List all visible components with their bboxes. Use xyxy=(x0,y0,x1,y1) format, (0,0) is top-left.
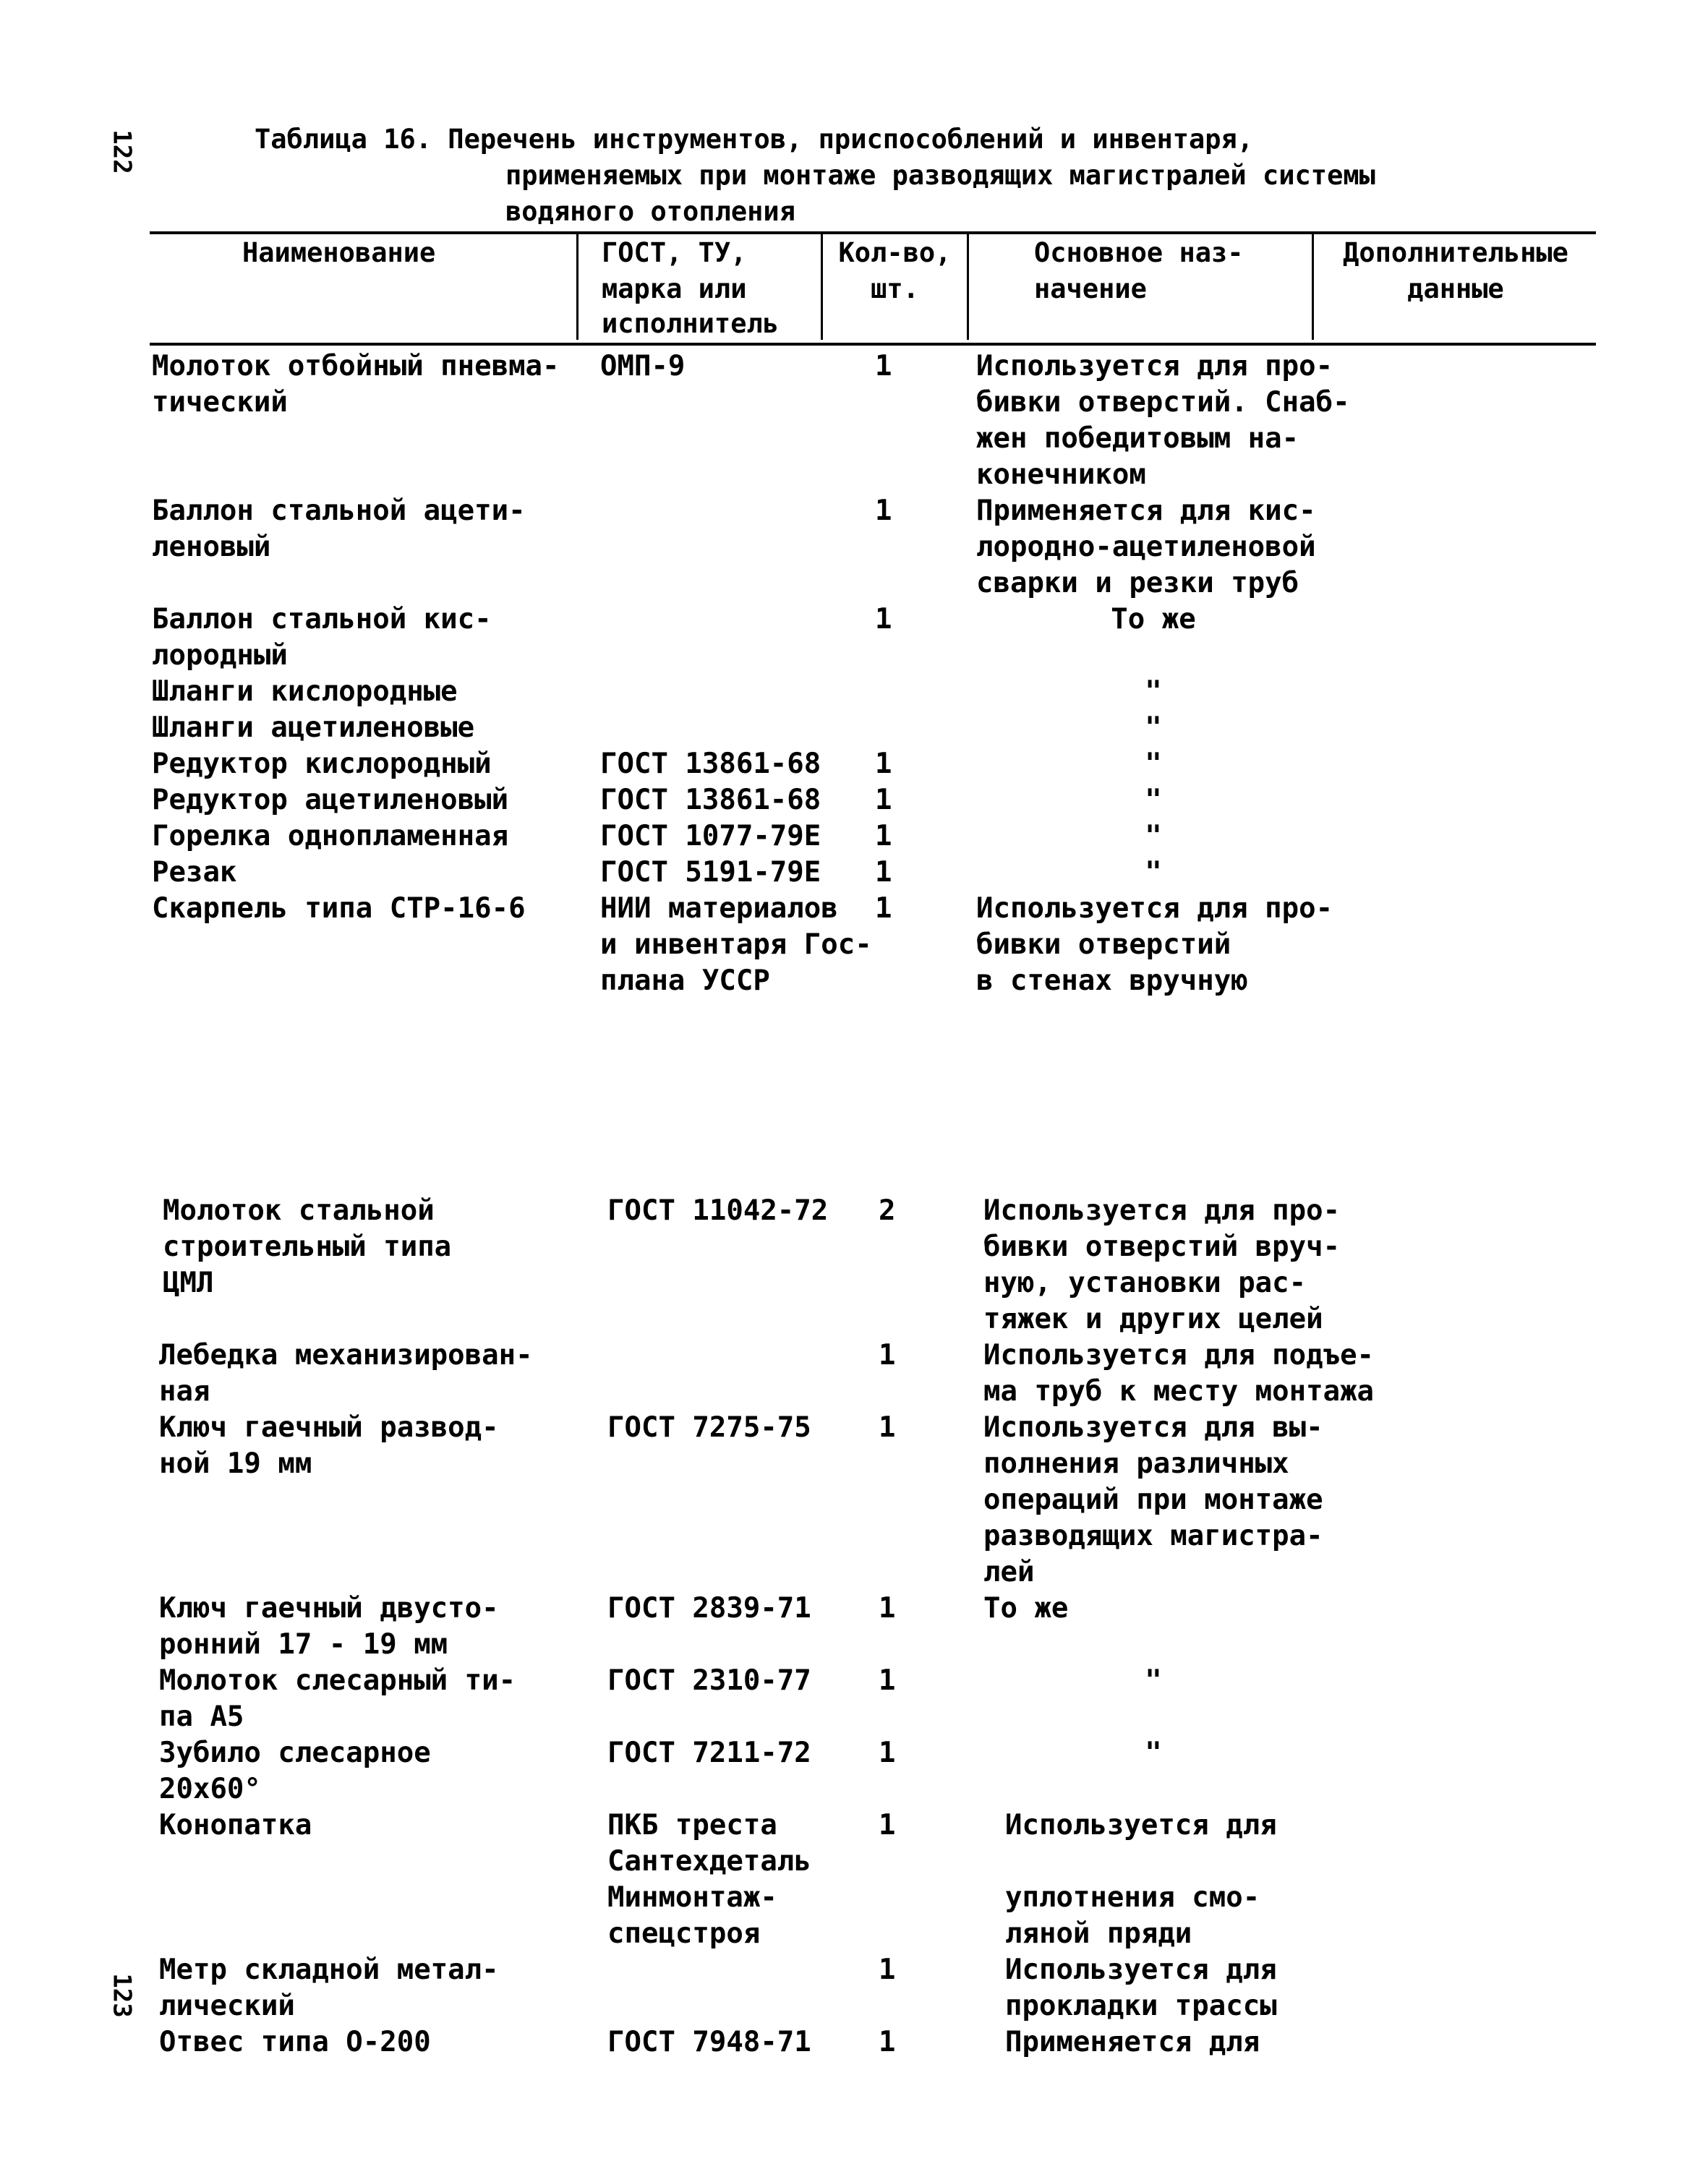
row-name: строительный типа xyxy=(163,1231,452,1263)
row-purpose: " xyxy=(1145,1737,1162,1769)
row-purpose: То же xyxy=(1111,603,1196,636)
row-qty: 1 xyxy=(879,1809,896,1841)
row-name: лородный xyxy=(152,639,288,672)
page-number-top: 122 xyxy=(107,129,137,174)
row-name: Конопатка xyxy=(159,1809,312,1841)
table-title-line-3: водяного отопления xyxy=(505,196,795,227)
row-name: тический xyxy=(152,386,288,419)
row-purpose: " xyxy=(1145,820,1162,852)
header-extra-2: данные xyxy=(1407,273,1504,304)
row-gost: ГОСТ 11042-72 xyxy=(607,1194,829,1227)
header-qty-1: Кол-во, xyxy=(838,237,952,268)
row-gost: ГОСТ 5191-79Е xyxy=(600,856,821,889)
row-purpose: " xyxy=(1145,1664,1162,1697)
header-name: Наименование xyxy=(242,237,436,268)
row-gost: ГОСТ 7948-71 xyxy=(607,2026,811,2058)
row-name: 20х60° xyxy=(159,1773,261,1805)
row-gost: ГОСТ 13861-68 xyxy=(600,784,821,816)
row-purpose: полнения различных xyxy=(983,1447,1289,1480)
row-purpose: прокладки трассы xyxy=(1005,1990,1277,2022)
row-qty: 1 xyxy=(875,495,892,527)
row-name: ЦМЛ xyxy=(163,1267,214,1299)
row-purpose: Используется для про- xyxy=(983,1194,1341,1227)
row-name: Скарпель типа СТР-16-6 xyxy=(152,892,526,925)
row-qty: 1 xyxy=(875,784,892,816)
row-qty: 1 xyxy=(879,1664,896,1697)
row-name: Метр складной метал- xyxy=(159,1954,499,1986)
row-gost: ГОСТ 2839-71 xyxy=(607,1592,811,1625)
row-name: Лебедка механизирован- xyxy=(159,1339,533,1372)
row-name: Шланги кислородные xyxy=(152,675,458,708)
row-purpose: Применяется для xyxy=(1005,2026,1260,2058)
table-title-line-2: применяемых при монтаже разводящих магистралей системы xyxy=(505,160,1375,191)
row-name: Молоток стальной xyxy=(163,1194,435,1227)
row-purpose: Используется для про- xyxy=(976,892,1333,925)
row-qty: 1 xyxy=(879,2026,896,2058)
row-name: па А5 xyxy=(159,1700,244,1733)
row-qty: 1 xyxy=(879,1954,896,1986)
row-qty: 1 xyxy=(875,350,892,382)
header-divider-3 xyxy=(967,234,969,340)
row-gost: ГОСТ 7211-72 xyxy=(607,1737,811,1769)
row-name: Шланги ацетиленовые xyxy=(152,711,475,744)
row-gost: НИИ материалов xyxy=(600,892,838,925)
row-purpose: Используется для xyxy=(1005,1954,1277,1986)
header-divider-2 xyxy=(821,234,823,340)
row-name: Ключ гаечный развод- xyxy=(159,1411,499,1444)
row-qty: 2 xyxy=(879,1194,896,1227)
table-top-rule xyxy=(150,231,1596,234)
row-purpose: бивки отверстий вруч- xyxy=(983,1231,1341,1263)
table-title-line-1: Таблица 16. Перечень инструментов, приспособлений и инвентаря, xyxy=(255,124,1254,155)
row-purpose: То же xyxy=(983,1592,1069,1625)
row-purpose: Используется для подъе- xyxy=(983,1339,1375,1372)
row-purpose: бивки отверстий. Снаб- xyxy=(976,386,1350,419)
row-qty: 1 xyxy=(875,748,892,780)
row-purpose: Применяется для кис- xyxy=(976,495,1316,527)
row-purpose: Используется для про- xyxy=(976,350,1333,382)
row-qty: 1 xyxy=(879,1592,896,1625)
table-header-bottom-rule xyxy=(150,343,1596,346)
row-qty: 1 xyxy=(879,1737,896,1769)
row-purpose: в стенах вручную xyxy=(976,964,1248,997)
row-purpose: лородно-ацетиленовой xyxy=(976,531,1316,563)
row-gost: ГОСТ 1077-79Е xyxy=(600,820,821,852)
row-name: ронний 17 - 19 мм xyxy=(159,1628,448,1661)
row-qty: 1 xyxy=(875,820,892,852)
row-purpose: тяжек и других целей xyxy=(983,1303,1323,1335)
row-purpose: операций при монтаже xyxy=(983,1484,1323,1516)
row-purpose: " xyxy=(1145,711,1162,744)
header-gost-1: ГОСТ, ТУ, xyxy=(602,237,747,268)
row-gost: ГОСТ 13861-68 xyxy=(600,748,821,780)
row-purpose: ную, установки рас- xyxy=(983,1267,1307,1299)
row-name: Баллон стальной ацети- xyxy=(152,495,526,527)
row-name: Редуктор ацетиленовый xyxy=(152,784,509,816)
row-name: Отвес типа О-200 xyxy=(159,2026,431,2058)
header-divider-4 xyxy=(1312,234,1314,340)
row-name: Молоток слесарный ти- xyxy=(159,1664,516,1697)
row-qty: 1 xyxy=(875,856,892,889)
row-gost: ОМП-9 xyxy=(600,350,686,382)
row-purpose: бивки отверстий xyxy=(976,928,1231,961)
row-name: ная xyxy=(159,1375,210,1408)
header-purpose-1: Основное наз- xyxy=(1034,237,1244,268)
row-name: Горелка однопламенная xyxy=(152,820,509,852)
row-purpose: ляной пряди xyxy=(1005,1917,1192,1950)
header-gost-2: марка или xyxy=(602,273,747,304)
row-purpose: конечником xyxy=(976,458,1146,491)
row-purpose: разводящих магистра- xyxy=(983,1520,1323,1552)
row-qty: 1 xyxy=(879,1339,896,1372)
row-gost: ГОСТ 2310-77 xyxy=(607,1664,811,1697)
row-purpose: " xyxy=(1145,748,1162,780)
row-name: Редуктор кислородный xyxy=(152,748,492,780)
row-name: Баллон стальной кис- xyxy=(152,603,492,636)
header-divider-1 xyxy=(576,234,578,340)
header-purpose-2: начение xyxy=(1034,273,1147,304)
row-name: Молоток отбойный пневма- xyxy=(152,350,560,382)
row-gost: Сантехдеталь xyxy=(607,1845,811,1878)
row-purpose: уплотнения смо- xyxy=(1005,1881,1260,1914)
row-gost: плана УССР xyxy=(600,964,770,997)
row-purpose: " xyxy=(1145,856,1162,889)
row-purpose: Используется для вы- xyxy=(983,1411,1323,1444)
row-name: Ключ гаечный двусто- xyxy=(159,1592,499,1625)
row-name: Резак xyxy=(152,856,237,889)
row-purpose: сварки и резки труб xyxy=(976,567,1299,599)
header-qty-2: шт. xyxy=(871,273,919,304)
row-purpose: жен победитовым на- xyxy=(976,422,1299,455)
row-purpose: Используется для xyxy=(1005,1809,1277,1841)
row-purpose: " xyxy=(1145,784,1162,816)
row-name: Зубило слесарное xyxy=(159,1737,431,1769)
row-gost: Минмонтаж- xyxy=(607,1881,777,1914)
page-number-bottom: 123 xyxy=(107,1973,137,2018)
header-gost-3: исполнитель xyxy=(602,308,780,339)
header-extra-1: Дополнительные xyxy=(1343,237,1568,268)
row-gost: ГОСТ 7275-75 xyxy=(607,1411,811,1444)
row-gost: и инвентаря Гос- xyxy=(600,928,872,961)
row-qty: 1 xyxy=(875,603,892,636)
row-name: леновый xyxy=(152,531,271,563)
row-gost: спецстроя xyxy=(607,1917,761,1950)
row-qty: 1 xyxy=(875,892,892,925)
row-gost: ПКБ треста xyxy=(607,1809,777,1841)
row-purpose: лей xyxy=(983,1556,1035,1588)
row-qty: 1 xyxy=(879,1411,896,1444)
row-name: ной 19 мм xyxy=(159,1447,312,1480)
row-purpose: " xyxy=(1145,675,1162,708)
row-name: лический xyxy=(159,1990,295,2022)
row-purpose: ма труб к месту монтажа xyxy=(983,1375,1375,1408)
